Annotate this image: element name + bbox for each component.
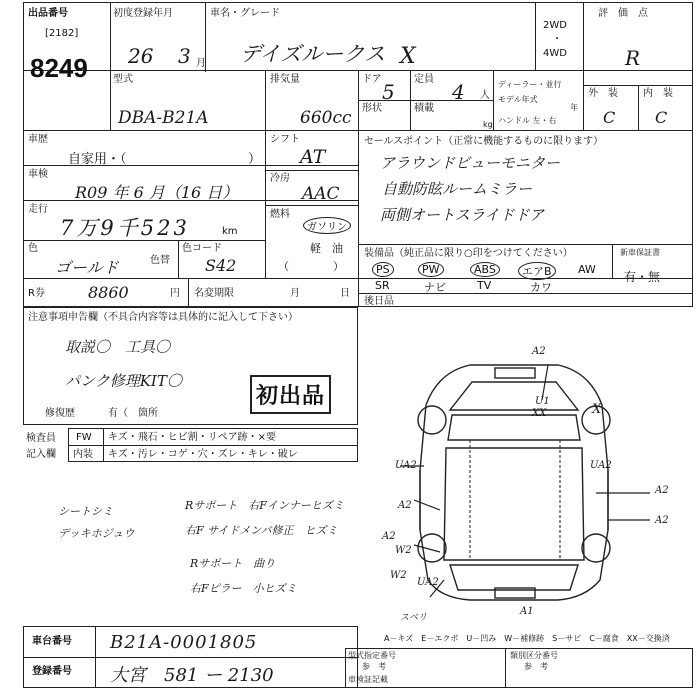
capacity-value: 4	[452, 80, 465, 104]
name-change-day: 日	[340, 288, 350, 299]
interior-value: C	[655, 108, 668, 127]
shift-label: シフト	[270, 134, 300, 145]
inner-items: キズ・汚レ・コゲ・穴・ズレ・キレ・破レ	[108, 449, 298, 460]
warranty-label: 新車保証書	[620, 248, 660, 257]
reg-value: 大宮 581 ー 2130	[110, 665, 274, 686]
mark-u1: U1	[535, 396, 550, 407]
door-label: ドア	[362, 74, 382, 85]
mark-ua2-x: UA2	[590, 460, 612, 471]
equip-ps: PS	[372, 262, 394, 277]
equip-tv: TV	[477, 279, 492, 292]
mark-x: X	[592, 402, 602, 417]
first-reg-year: 26	[128, 44, 154, 68]
recycle-unit: 円	[170, 288, 180, 299]
mark-a2-left-2: A2	[382, 531, 396, 542]
color-code-value: S42	[205, 256, 237, 275]
mileage-value: 7万9千523	[60, 216, 190, 240]
sales-line-1: アラウンドビューモニター	[380, 154, 561, 172]
cert-label: 車検証記載	[348, 675, 388, 684]
first-reg-label: 初度登録年月	[113, 8, 173, 19]
category-ref: 参 考	[524, 662, 548, 671]
exterior-label: 外 装	[588, 88, 618, 99]
mark-a2-right: A2	[655, 485, 669, 496]
equip-abs: ABS	[470, 262, 500, 277]
fuel-label: 燃料	[270, 209, 290, 220]
car-name: デイズルークス	[240, 42, 386, 66]
model-designation-ref: 参 考	[362, 662, 386, 671]
color-value: ゴールド	[55, 258, 119, 277]
fw-items: キズ・飛石・ヒビ割・リペア跡・×要	[108, 432, 276, 443]
ac-value: AAC	[302, 184, 340, 204]
equip-airbag: エアB	[518, 262, 556, 280]
equip-sr: SR	[375, 279, 390, 292]
inspector-label: 検査員	[26, 433, 56, 444]
reg-label: 登録番号	[32, 666, 72, 677]
recycle-label: R券	[28, 288, 45, 299]
displacement-value: 660cc	[300, 108, 352, 128]
equip-leather: カワ	[530, 281, 552, 294]
drive-dot: ・	[552, 34, 562, 45]
repair-label: 修復歴	[45, 408, 75, 419]
comment-left-1: シートシミ	[58, 505, 113, 518]
mark-w2-bottom: W2	[390, 570, 407, 581]
comment-right-4: 右Fピラー 小ヒズミ	[190, 582, 297, 595]
drive-2wd: 2WD	[543, 20, 567, 31]
color-label: 色	[28, 243, 38, 254]
fw-label: FW	[76, 432, 92, 443]
repaint-label: 色替	[150, 255, 170, 266]
equip-navi: ナビ	[424, 281, 446, 294]
model-value: DBA-B21A	[118, 108, 209, 128]
fuel-gas: ガソリン	[303, 217, 351, 234]
name-change-month: 月	[290, 288, 300, 299]
month-unit: 月	[196, 58, 206, 69]
fuel-paren: （ ）	[278, 260, 344, 273]
model-year-label: モデル年式	[498, 95, 538, 104]
after-label: 後日品	[364, 296, 394, 307]
history-value: 自家用・（	[68, 152, 127, 167]
mileage-unit: km	[222, 226, 238, 237]
mark-ua2-bottom: UA2	[417, 577, 439, 588]
comment-right-3: Rサポート 曲り	[190, 557, 276, 570]
lot-number: 8249	[30, 53, 88, 83]
damage-legend: A－キズ E－エクボ U－凹み W－補修跡 S－サビ C－腐食 XX－交換済	[384, 634, 670, 643]
mark-slip: スベリ	[400, 613, 428, 623]
notes-title: 注意事項申告欄（不具合内容等は具体的に記入して下さい）	[28, 312, 298, 323]
entry-label: 記入欄	[26, 449, 56, 460]
shift-value: AT	[300, 146, 326, 168]
inner-label: 内装	[73, 449, 93, 460]
mark-a2-top: A2	[532, 346, 546, 357]
mark-xx: XX	[532, 408, 547, 419]
ac-label: 冷房	[270, 173, 290, 184]
lot-sub: [2182]	[45, 28, 79, 39]
grade: X	[400, 44, 416, 69]
model-year-unit: 年	[570, 103, 578, 112]
mileage-label: 走行	[28, 204, 48, 215]
comment-right-2: 右F サイドメンバ修正 ヒズミ	[185, 524, 338, 537]
sales-line-3: 両側オートスライドドア	[380, 206, 544, 224]
lot-label: 出品番号	[28, 8, 68, 19]
first-listing-stamp: 初出品	[250, 375, 331, 414]
notes-line-2: パンク修理KIT〇	[65, 372, 182, 390]
mark-a1-bottom: A1	[520, 606, 534, 617]
mark-ua2-left: UA2	[395, 460, 417, 471]
interior-label: 内 装	[643, 88, 673, 99]
name-change-label: 名変期限	[194, 288, 234, 299]
equip-aw: AW	[578, 263, 596, 276]
dealer-label: ディーラー・並行	[498, 80, 562, 89]
notes-line-1: 取説〇 工具〇	[65, 338, 171, 356]
mark-a2-left: A2	[398, 500, 412, 511]
shaken-label: 車検	[28, 169, 48, 180]
comment-left-2: デッキホジュウ	[58, 527, 135, 540]
eval-label: 評 価 点	[598, 8, 648, 19]
mark-w2-left: W2	[395, 545, 412, 556]
door-value: 5	[382, 80, 395, 104]
load-unit: kg	[483, 120, 493, 129]
drive-4wd: 4WD	[543, 48, 567, 59]
repair-value: 有（ 箇所	[108, 408, 158, 419]
car-name-label: 車名・グレード	[210, 8, 280, 19]
equip-pw: PW	[418, 262, 444, 277]
sales-line-2: 自動防眩ルームミラー	[382, 180, 533, 198]
fuel-diesel: 軽 油	[310, 242, 343, 255]
mark-ua2-right: A2	[655, 515, 669, 526]
warranty-value: 有・無	[624, 270, 661, 284]
comment-right-1: Rサポート 右Fインナーヒズミ	[185, 499, 344, 512]
sales-title: セールスポイント（正常に機能するものに限ります）	[364, 136, 604, 147]
load-label: 積載	[414, 103, 434, 114]
color-code-label: 色コード	[182, 243, 222, 254]
exterior-value: C	[603, 108, 616, 127]
capacity-label: 定員	[414, 74, 434, 85]
chassis-label: 車台番号	[32, 636, 72, 647]
model-label: 型式	[113, 74, 133, 85]
shaken-value: R09 年 6 月（16 日）	[75, 183, 239, 202]
eval-score: R	[625, 46, 641, 70]
model-designation-label: 型式指定番号	[348, 651, 396, 660]
capacity-unit: 人	[480, 90, 490, 101]
handle-label: ハンドル 左・右	[498, 116, 557, 125]
recycle-value: 8860	[88, 283, 129, 302]
first-reg-month: 3	[178, 44, 191, 68]
history-close: ）	[248, 152, 262, 167]
equipment-title: 装備品（純正品に限り○印をつけてください）	[364, 248, 573, 259]
category-label: 類別区分番号	[510, 651, 558, 660]
history-label: 車歴	[28, 134, 48, 145]
displacement-label: 排気量	[270, 74, 300, 85]
shape-label: 形状	[362, 103, 382, 114]
chassis-value: B21A-0001805	[110, 632, 258, 653]
